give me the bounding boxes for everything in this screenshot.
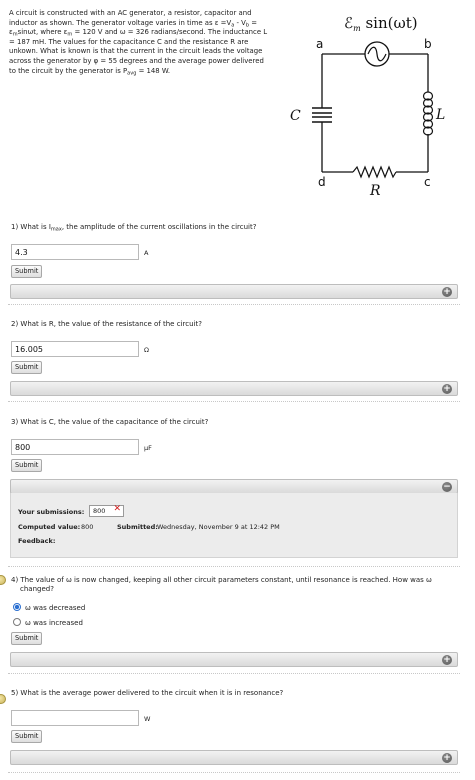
intro-line-5: unkown. What is known is that the current in the circuit leads the voltage <box>9 47 263 56</box>
intro-line-2: inductor as shown. The generator voltage varies in time as $\varepsilon =V_a - V_b$ = <box>9 18 258 29</box>
circuit-diagram <box>288 4 458 209</box>
collapse-icon[interactable]: − <box>443 482 451 492</box>
submission-value: 800 <box>93 507 106 515</box>
submitted-label: Submitted: <box>117 523 158 531</box>
feedback-label: Feedback: <box>18 537 56 545</box>
computed-value: 800 <box>81 523 94 531</box>
q2-answer-input[interactable]: 16.005 <box>11 341 139 357</box>
inductor-label: L <box>436 107 446 123</box>
q4-option-decreased-label[interactable]: ω was decreased <box>25 604 86 612</box>
q4-submit-button[interactable]: Submit <box>11 632 42 645</box>
pin-icon <box>0 575 6 585</box>
your-submissions-label: Your submissions: <box>18 508 85 516</box>
inductor-symbol <box>424 92 433 135</box>
q4-hint-bar[interactable] <box>10 652 458 667</box>
node-d-label: d <box>318 175 326 189</box>
q1-text: 1) What is $I_{max}$, the amplitude of the current oscillations in the circuit? <box>11 223 257 233</box>
intro-line-6: across the generator by φ = 55 degrees and the average power delivered <box>9 56 264 65</box>
q5-answer-input[interactable] <box>11 710 139 726</box>
q3-hint-bar[interactable] <box>10 479 458 494</box>
expand-icon[interactable]: + <box>443 384 451 394</box>
q4-option-increased-label[interactable]: ω was increased <box>25 619 83 627</box>
q2-hint-bar[interactable] <box>10 381 458 396</box>
q1-hint-bar[interactable] <box>10 284 458 299</box>
expand-icon[interactable]: + <box>443 655 451 665</box>
intro-line-1: A circuit is constructed with an AC generator, a resistor, capacitor and <box>9 9 252 17</box>
q5-text: 5) What is the average power delivered to the circuit when it is in resonance? <box>11 689 284 697</box>
divider <box>8 401 460 402</box>
pin-icon <box>0 694 6 704</box>
intro-line-3: $\varepsilon_m\sin\omega t$, where $\varepsilon_m = 120$ V and ω = 326 radians/second. The inductance L <box>9 28 268 38</box>
q3-feedback-panel <box>10 493 458 558</box>
expand-icon[interactable]: + <box>443 287 451 297</box>
q1-answer-input[interactable]: 4.3 <box>11 244 139 260</box>
capacitor-symbol <box>312 108 332 122</box>
incorrect-x-icon: ✕ <box>113 504 121 514</box>
divider <box>8 772 460 773</box>
q4-text: 4) The value of ω is now changed, keeping all other circuit parameters constant, until resonance is reached. How was ω changed? <box>11 576 432 593</box>
q3-text: 3) What is C, the value of the capacitance of the circuit? <box>11 418 209 426</box>
submitted-timestamp: Wednesday, November 9 at 12:42 PM <box>157 523 280 531</box>
node-c-label: c <box>424 175 431 189</box>
capacitor-label: C <box>290 108 301 124</box>
problem-statement <box>9 9 284 76</box>
q1-submit-button[interactable]: Submit <box>11 265 42 278</box>
intro-line-4: = 187 mH. The values for the capacitance C and the resistance R are <box>9 37 249 46</box>
resistor-symbol <box>353 167 396 177</box>
submission-chip[interactable] <box>89 505 124 517</box>
q2-submit-button[interactable]: Submit <box>11 361 42 374</box>
q1-unit: A <box>144 249 149 257</box>
q3-answer-input[interactable]: 800 <box>11 439 139 455</box>
source-label: ℰ$_m$ sin(ωt) <box>344 14 418 33</box>
divider <box>8 304 460 305</box>
q3-submit-button[interactable]: Submit <box>11 459 42 472</box>
node-a-label: a <box>316 37 324 51</box>
q4-option-decreased-radio[interactable] <box>13 603 21 611</box>
q2-text: 2) What is R, the value of the resistance of the circuit? <box>11 320 202 328</box>
divider <box>8 673 460 674</box>
computed-value-label: Computed value: <box>18 523 81 531</box>
expand-icon[interactable]: + <box>443 753 451 763</box>
q5-hint-bar[interactable] <box>10 750 458 765</box>
q2-unit: Ω <box>144 346 149 354</box>
q5-unit: W <box>144 715 151 723</box>
q4-option-increased-radio[interactable] <box>13 618 21 626</box>
generator-symbol <box>365 42 389 66</box>
intro-line-7: to the circuit by the generator is $P_{avg} = 148$ W. <box>9 66 171 77</box>
divider <box>8 566 460 567</box>
q3-unit: μF <box>144 444 152 452</box>
node-b-label: b <box>424 37 432 51</box>
q5-submit-button[interactable]: Submit <box>11 730 42 743</box>
resistor-label: R <box>370 183 381 199</box>
